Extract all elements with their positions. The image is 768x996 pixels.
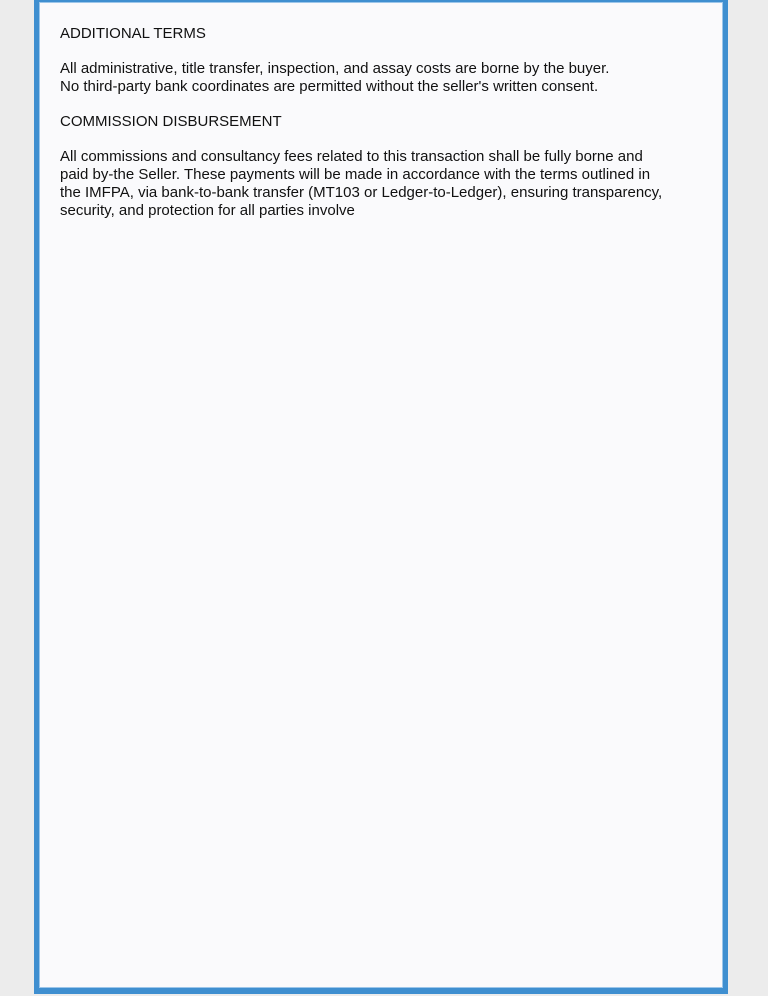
paragraph-line: All commissions and consultancy fees related to this transaction shall be fully borne and: [60, 148, 643, 165]
section-heading: ADDITIONAL TERMS: [60, 25, 206, 42]
paragraph-line: No third-party bank coordinates are permitted without the seller's written consent.: [60, 78, 599, 95]
document-page: [34, 0, 728, 994]
section-paragraph: [60, 148, 710, 220]
paragraph-line: paid by-the Seller. These payments will be made in accordance with the terms outlined in: [60, 166, 651, 183]
paragraph-line: the IMFPA, via bank-to-bank transfer (MT103 or Ledger-to-Ledger), ensuring transparency,: [60, 184, 663, 201]
section-paragraph: [60, 60, 710, 96]
paragraph-line: All administrative, title transfer, inspection, and assay costs are borne by the buyer.: [60, 60, 610, 77]
section-additional-terms: [60, 25, 710, 96]
section-commission-disbursement: [60, 113, 710, 220]
paragraph-line: security, and protection for all parties involve: [60, 202, 355, 219]
section-heading: COMMISSION DISBURSEMENT: [60, 113, 282, 130]
document-content: [60, 25, 710, 237]
